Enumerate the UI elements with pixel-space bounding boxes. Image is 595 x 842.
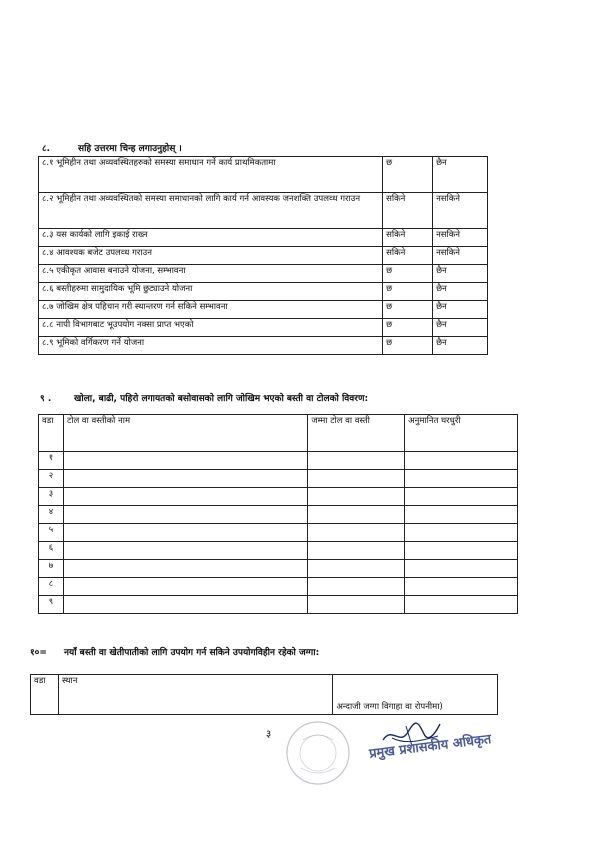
section9-row — [39, 596, 518, 614]
section9-row — [39, 470, 518, 488]
header-land-area: अन्दाजी जग्गा विगाहा वा रोपनीमा) — [333, 675, 498, 715]
section8-row — [39, 337, 488, 355]
section8-title: सहि उत्तरमा चिन्ह लगाउनुहोस् । — [78, 144, 182, 154]
section9-row — [39, 488, 518, 506]
option-cell: छ — [383, 265, 433, 283]
header-ward: वडा — [31, 675, 59, 715]
empty-cell — [308, 506, 405, 524]
section8-row — [39, 301, 488, 319]
header-tole-name: टोल वा वस्तीको नाम — [63, 415, 307, 452]
section8-row — [39, 157, 488, 193]
section8-row — [39, 229, 488, 247]
empty-cell — [405, 506, 518, 524]
option-cell: सकिने — [383, 247, 433, 265]
section9-row — [39, 506, 518, 524]
empty-cell — [63, 488, 307, 506]
section9-row — [39, 542, 518, 560]
option-cell: नसकिने — [433, 229, 488, 247]
ward-number-cell: २ — [39, 470, 64, 488]
ward-number-cell: ७ — [39, 560, 64, 578]
empty-cell — [308, 542, 405, 560]
section9-title: खोला, बाढी, पहिरो लगायतको बसोवासको लागि जोखिम भएको बस्ती वा टोलको विवरण: — [74, 394, 369, 404]
empty-cell — [405, 578, 518, 596]
section9-number: ९ . — [40, 394, 52, 404]
option-cell: नसकिने — [433, 247, 488, 265]
question-cell: ८.८ नापी विभागबाट भूउपयोग नक्सा प्राप्त भएको — [39, 319, 383, 337]
ward-number-cell: ३ — [39, 488, 64, 506]
section8-row — [39, 265, 488, 283]
section9-row — [39, 524, 518, 542]
option-cell: सकिने — [383, 229, 433, 247]
empty-cell — [63, 506, 307, 524]
ward-number-cell: ४ — [39, 506, 64, 524]
ward-number-cell: ९ — [39, 596, 64, 614]
ward-number-cell: ५ — [39, 524, 64, 542]
empty-cell — [405, 560, 518, 578]
option-cell: छैन — [433, 283, 488, 301]
ward-number-cell: ६ — [39, 542, 64, 560]
empty-cell — [405, 488, 518, 506]
ward-number-cell: १ — [39, 452, 64, 470]
section9-row — [39, 452, 518, 470]
empty-cell — [308, 560, 405, 578]
question-cell: ८.२ भूमिहीन तथा अव्यवस्थितको समस्या समाधानको लागि कार्य गर्न आवस्यक जनशक्ति उपलव्ध गराउन — [39, 193, 383, 229]
empty-cell — [405, 452, 518, 470]
empty-cell — [63, 524, 307, 542]
section8-table — [38, 156, 488, 355]
empty-cell — [405, 524, 518, 542]
option-cell: छ — [383, 337, 433, 355]
empty-cell — [308, 488, 405, 506]
designation-stamp: प्रमुख प्रशासकीय अधिकृत — [368, 732, 493, 762]
section9-table — [38, 414, 518, 614]
empty-cell — [308, 524, 405, 542]
section8-row — [39, 283, 488, 301]
empty-cell — [63, 542, 307, 560]
section10-title: नयाँ बस्ती वा खेतीपातीको लागि उपयोग गर्न सकिने उपयोगविहीन रहेको जग्गा: — [64, 648, 320, 658]
section8-number: ८. — [42, 144, 51, 154]
header-location: स्थान — [58, 675, 332, 715]
section8-row — [39, 247, 488, 265]
section8-row — [39, 319, 488, 337]
option-cell: सकिने — [383, 193, 433, 229]
empty-cell — [63, 452, 307, 470]
option-cell: छ — [383, 319, 433, 337]
empty-cell — [308, 452, 405, 470]
section10-table — [30, 674, 498, 715]
question-cell: ८.५ एकीकृत आवास बनाउने योजना, सम्भावना — [39, 265, 383, 283]
empty-cell — [308, 596, 405, 614]
option-cell: छैन — [433, 319, 488, 337]
question-cell: ८.४ आवश्यक बजेट उपलव्ध गराउन — [39, 247, 383, 265]
header-ward: वडा — [39, 415, 64, 452]
empty-cell — [405, 596, 518, 614]
option-cell: छ — [383, 157, 433, 193]
empty-cell — [308, 470, 405, 488]
question-cell: ८.३ यस कार्यको लागि इकाई राख्न — [39, 229, 383, 247]
header-households: अनुमानित घरधुरी — [405, 415, 518, 452]
option-cell: नसकिने — [433, 193, 488, 229]
empty-cell — [63, 596, 307, 614]
question-cell: ८.१ भूमिहीन तथा अव्यवस्थितहरुको समस्या समाधान गर्ने कार्य प्राथमिकतामा — [39, 157, 383, 193]
option-cell: छैन — [433, 337, 488, 355]
question-cell: ८.६ बस्तीहरुमा सामुदायिक भूमि छुट्याउने योजना — [39, 283, 383, 301]
option-cell: छैन — [433, 301, 488, 319]
header-total-tole: जम्मा टोल वा वस्ती — [308, 415, 405, 452]
option-cell: छैन — [433, 157, 488, 193]
empty-cell — [63, 470, 307, 488]
question-cell: ८.७ जोखिम क्षेत्र पहिचान गरी स्थान्तरण गर्न सकिने सम्भावना — [39, 301, 383, 319]
option-cell: छ — [383, 301, 433, 319]
option-cell: छ — [383, 283, 433, 301]
empty-cell — [405, 470, 518, 488]
empty-cell — [63, 578, 307, 596]
option-cell: छैन — [433, 265, 488, 283]
empty-cell — [63, 560, 307, 578]
section9-row — [39, 578, 518, 596]
question-cell: ८.९ भूमिको वर्गिकरण गर्ने योजना — [39, 337, 383, 355]
section8-row — [39, 193, 488, 229]
page-number: ३ — [266, 729, 272, 740]
empty-cell — [308, 578, 405, 596]
section9-row — [39, 560, 518, 578]
empty-cell — [405, 542, 518, 560]
section10-number: १०= — [30, 648, 47, 658]
office-seal-icon — [283, 718, 353, 788]
ward-number-cell: ८ — [39, 578, 64, 596]
